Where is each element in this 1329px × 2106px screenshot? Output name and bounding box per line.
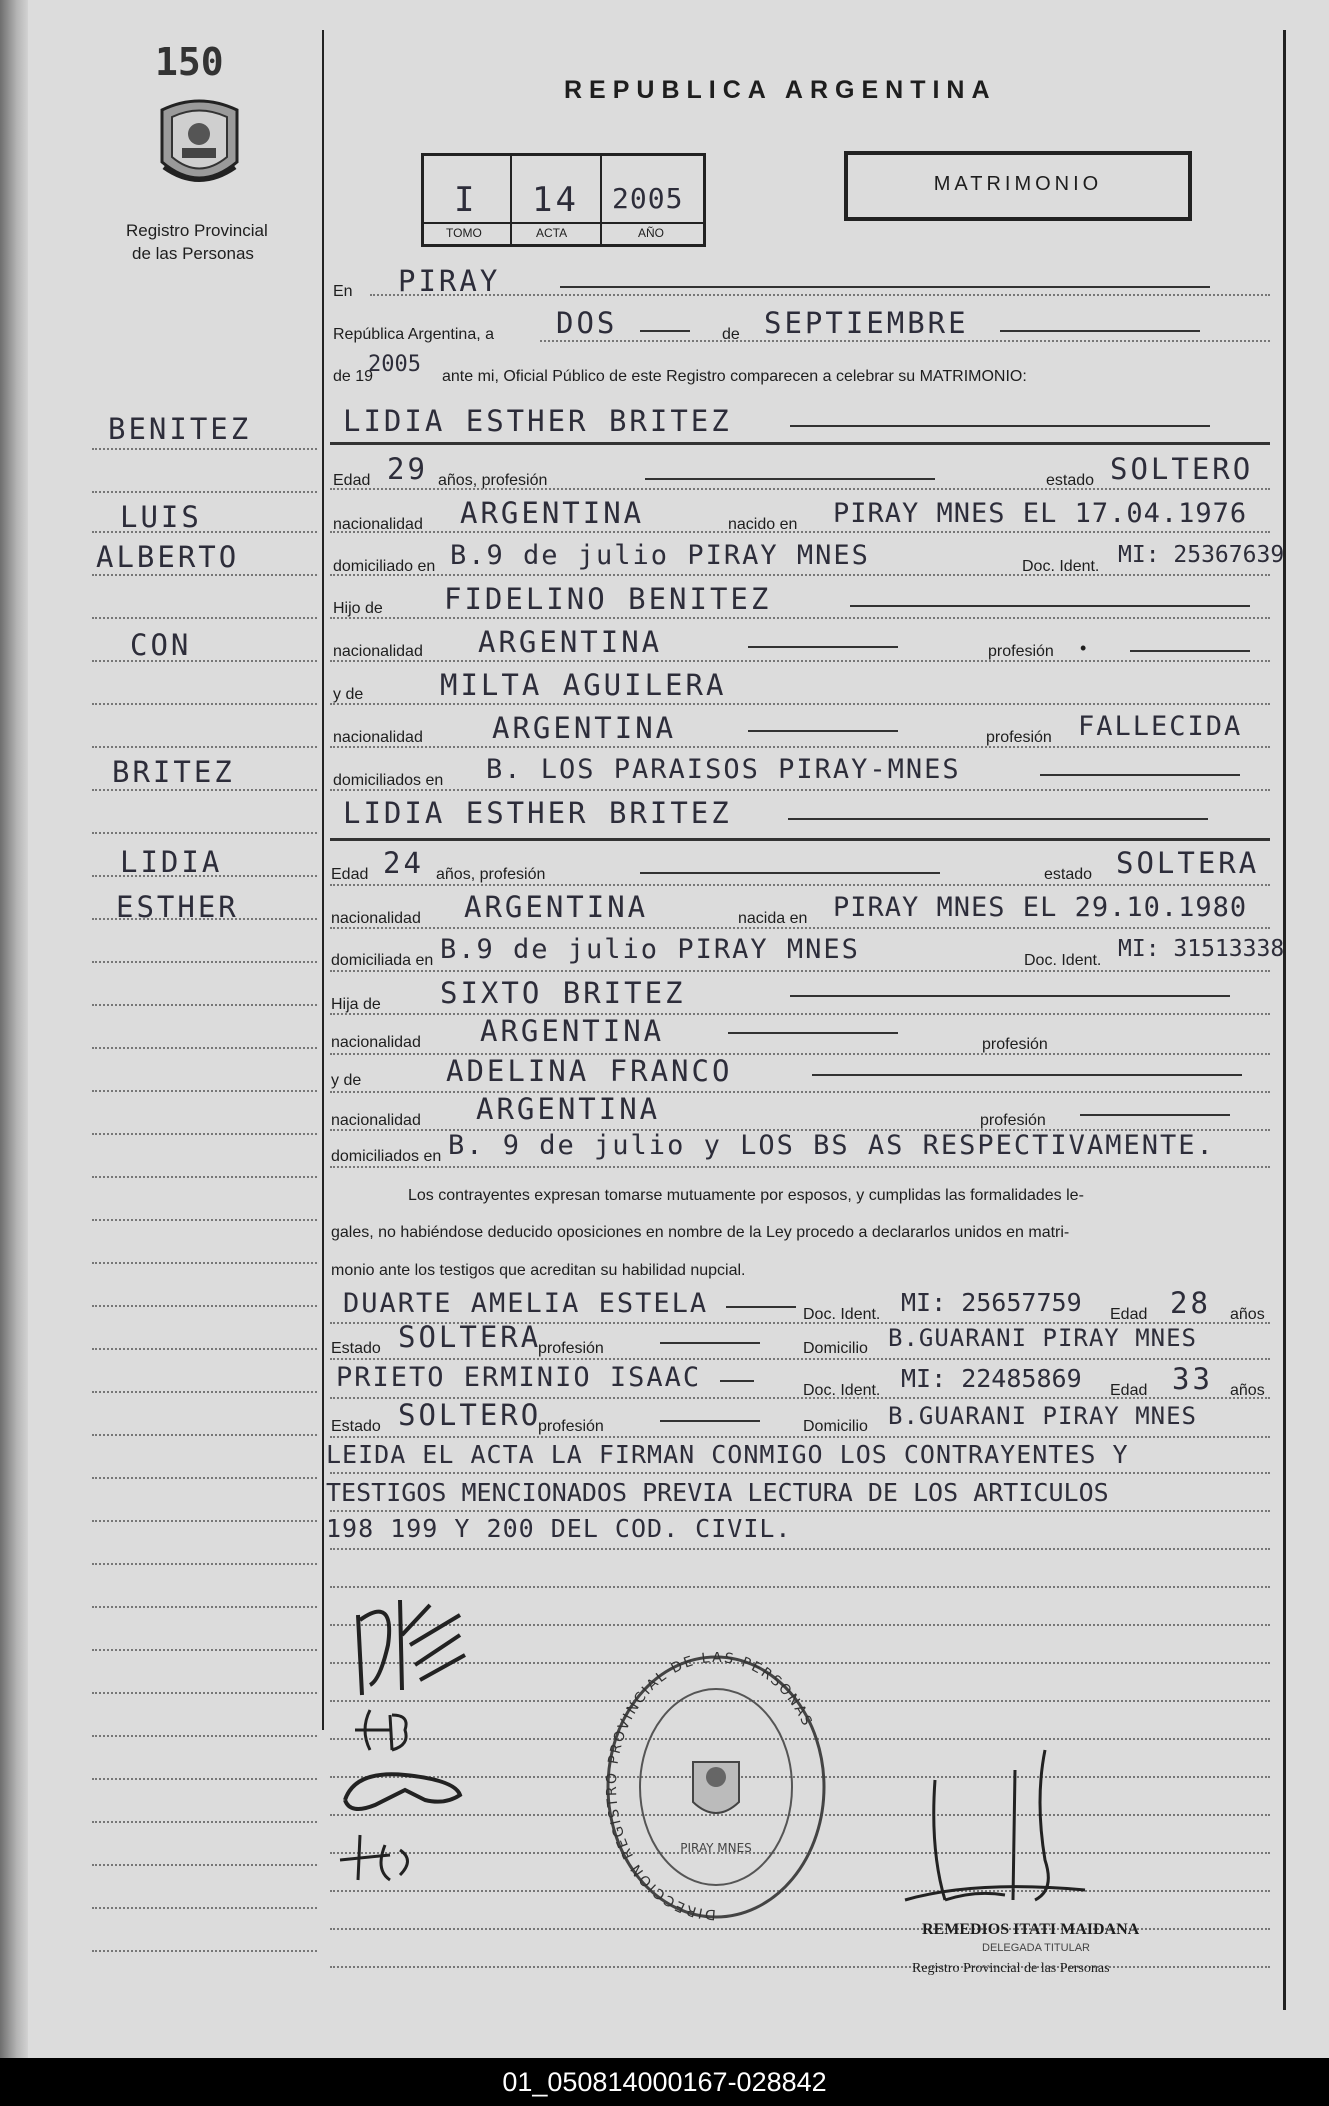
- margin-line: [92, 1434, 317, 1436]
- groom-nacionalidad: ARGENTINA: [460, 496, 645, 530]
- margin-line: [92, 1692, 317, 1694]
- de-label: de: [722, 326, 740, 343]
- witness-estado: SOLTERO: [398, 1398, 542, 1432]
- margin-line: [92, 1563, 317, 1565]
- groom-estado: SOLTERO: [1110, 452, 1254, 486]
- field-line: [330, 789, 1270, 791]
- registry-name-line2: de las Personas: [132, 244, 254, 263]
- margin-line: [92, 1176, 317, 1178]
- groom-domicilio: B.9 de julio PIRAY MNES: [450, 540, 870, 571]
- fill-dash: [812, 1074, 1242, 1076]
- declaration-line1: Los contrayentes expresan tomarse mutuamente por esposos, y cumplidas las formalidades le-: [408, 1187, 1084, 1204]
- fill-dash: [790, 425, 1210, 427]
- margin-line: [92, 1735, 317, 1737]
- margin-line: [92, 531, 317, 533]
- acta-value: 14: [532, 180, 579, 220]
- witness-domicilio: B.GUARANI PIRAY MNES: [888, 1324, 1197, 1352]
- margin-line: [92, 1004, 317, 1006]
- bride-age-suffix: años, profesión: [436, 866, 546, 883]
- book-binding: [0, 0, 28, 2058]
- field-line: [330, 1436, 1270, 1438]
- field-line: [330, 1091, 1270, 1093]
- margin-line: [92, 574, 317, 576]
- fill-dash: [850, 605, 1250, 607]
- field-line: [330, 1166, 1270, 1168]
- field-line: [330, 1013, 1270, 1015]
- groom-name-line: LIDIA ESTHER BRITEZ: [343, 404, 732, 438]
- year-written: 2005: [368, 352, 421, 377]
- statement: ante mi, Oficial Público de este Registro comparecen a celebrar su MATRIMONIO:: [442, 368, 1027, 385]
- margin-line: [92, 1348, 317, 1350]
- margin-note: CON: [130, 628, 192, 662]
- ano-label: AÑO: [638, 226, 665, 240]
- bride-doc-label: Doc. Ident.: [1024, 952, 1102, 969]
- section-rule: [330, 838, 1270, 841]
- groom-mother-nat: ARGENTINA: [492, 711, 677, 745]
- groom-father-prof: •: [1080, 638, 1087, 658]
- witness-doc-label: Doc. Ident.: [803, 1382, 881, 1399]
- declaration-line3: monio ante los testigos que acreditan su habilidad nupcial.: [331, 1262, 746, 1279]
- republica-label: República Argentina, a: [333, 326, 494, 343]
- stamp-text: DIRECCION REGISTRO PROVINCIAL DE LAS PERSONAS: [603, 1652, 816, 1922]
- fill-dash: [1080, 1114, 1230, 1116]
- field-line: [330, 574, 1270, 576]
- witness-doc-label: Doc. Ident.: [803, 1306, 881, 1323]
- fill-dash: [660, 1420, 760, 1422]
- margin-line: [92, 1477, 317, 1479]
- margin-line: [92, 961, 317, 963]
- bride-nacionalidad: ARGENTINA: [464, 890, 649, 924]
- bride-nacionalidad-label: nacionalidad: [331, 910, 421, 927]
- witness-estado-label: Estado: [331, 1418, 381, 1435]
- margin-line: [92, 1606, 317, 1608]
- place-value: PIRAY: [398, 264, 501, 298]
- tomo-value: I: [454, 180, 478, 220]
- witness-doc: MI: 22485869: [901, 1364, 1082, 1393]
- margin-line: [92, 1047, 317, 1049]
- witness-name: DUARTE AMELIA ESTELA: [343, 1288, 709, 1319]
- field-line: [330, 1510, 1270, 1512]
- groom-mother-nat-label: nacionalidad: [333, 729, 423, 746]
- bride-estado: SOLTERA: [1116, 846, 1260, 880]
- field-line: [370, 294, 1270, 296]
- official-signature: [895, 1740, 1145, 1920]
- margin-line: [92, 1090, 317, 1092]
- margin-note: ALBERTO: [96, 540, 240, 574]
- margin-line: [92, 491, 317, 493]
- margin-line: [92, 617, 317, 619]
- field-line: [330, 970, 1270, 972]
- signature-4: [330, 1830, 420, 1890]
- margin-line: [92, 660, 317, 662]
- margin-line: [92, 1907, 317, 1909]
- margin-line: [92, 1391, 317, 1393]
- margin-line: [92, 1262, 317, 1264]
- witness-edad-label: Edad: [1110, 1306, 1148, 1323]
- closing-note: 198 199 Y 200 DEL COD. CIVIL.: [326, 1514, 792, 1543]
- fill-dash: [560, 286, 1210, 288]
- margin-line: [92, 448, 317, 450]
- bride-doc: MI: 31513338: [1118, 936, 1285, 962]
- field-line: [330, 1548, 1270, 1550]
- bride-mother-prof-label: profesión: [980, 1112, 1046, 1129]
- witness-estado: SOLTERA: [398, 1320, 542, 1354]
- witness-dom-label: Domicilio: [803, 1418, 868, 1435]
- witness-anos-label: años: [1230, 1306, 1265, 1323]
- official-role: DELEGADA TITULAR: [982, 1942, 1090, 1954]
- fill-dash: [1040, 774, 1240, 776]
- field-line: [540, 340, 1270, 342]
- bride-edad-label: Edad: [331, 866, 369, 883]
- fill-dash: [1000, 330, 1200, 332]
- closing-note: LEIDA EL ACTA LA FIRMAN CONMIGO LOS CONTRAYENTES Y: [326, 1440, 1129, 1469]
- groom-father-prof-label: profesión: [988, 643, 1054, 660]
- margin-line: [92, 789, 317, 791]
- bride-parents-dom-label: domiciliados en: [331, 1148, 442, 1165]
- margin-rule: [322, 30, 324, 1730]
- groom-edad-label: Edad: [333, 472, 371, 489]
- bride-mother-nat-label: nacionalidad: [331, 1112, 421, 1129]
- groom-doc-label: Doc. Ident.: [1022, 558, 1100, 575]
- country-title: REPUBLICA ARGENTINA: [564, 76, 997, 104]
- margin-line: [92, 746, 317, 748]
- field-line: [330, 617, 1270, 619]
- stamp-place: PIRAY MNES: [680, 1841, 752, 1855]
- margin-line: [92, 1821, 317, 1823]
- acta-label: ACTA: [536, 226, 568, 240]
- groom-age: 29: [387, 452, 428, 486]
- ano-value: 2005: [612, 182, 684, 215]
- witness-name: PRIETO ERMINIO ISAAC: [336, 1362, 702, 1393]
- witness-dom-label: Domicilio: [803, 1340, 868, 1357]
- tomo-acta-ano-box: [421, 153, 706, 247]
- field-line: [330, 746, 1270, 748]
- groom-father: FIDELINO BENITEZ: [444, 582, 772, 616]
- act-type-box: [844, 151, 1192, 221]
- groom-mother-label: y de: [333, 686, 364, 703]
- official-office: Registro Provincial de las Personas: [912, 1961, 1110, 1976]
- page-number: 150: [155, 40, 224, 84]
- field-line: [330, 927, 1270, 929]
- bride-age: 24: [383, 846, 424, 880]
- fill-dash: [748, 730, 898, 732]
- day-value: DOS: [556, 306, 618, 340]
- groom-mother-prof: FALLECIDA: [1078, 711, 1243, 742]
- margin-line: [92, 1864, 317, 1866]
- tomo-label: TOMO: [446, 226, 482, 240]
- en-label: En: [333, 283, 353, 300]
- margin-line: [92, 832, 317, 834]
- fill-dash: [728, 1032, 898, 1034]
- bride-father-label: Hija de: [331, 996, 381, 1013]
- margin-line: [92, 1133, 317, 1135]
- margin-note: LIDIA: [120, 845, 223, 879]
- witness-edad-label: Edad: [1110, 1382, 1148, 1399]
- signature-2: [350, 1700, 430, 1760]
- margin-line: [92, 703, 317, 705]
- margin-line: [92, 1778, 317, 1780]
- fill-dash: [790, 995, 1230, 997]
- bride-mother: ADELINA FRANCO: [446, 1054, 733, 1088]
- bride-father-nat-label: nacionalidad: [331, 1034, 421, 1051]
- bride-father-prof-label: profesión: [982, 1036, 1048, 1053]
- groom-father-nat-label: nacionalidad: [333, 643, 423, 660]
- right-border: [1283, 30, 1286, 2010]
- margin-line: [92, 875, 317, 877]
- bride-parents-dom: B. 9 de julio y LOS BS AS RESPECTIVAMENTE.: [448, 1130, 1215, 1161]
- field-line: [330, 660, 1270, 662]
- signature-3: [335, 1760, 475, 1820]
- bride-mother-label: y de: [331, 1072, 362, 1089]
- margin-line: [92, 1950, 317, 1952]
- fill-dash: [640, 872, 940, 874]
- bride-estado-label: estado: [1044, 866, 1093, 883]
- margin-note: LUIS: [120, 500, 202, 534]
- bride-domicilio-label: domiciliada en: [331, 952, 434, 969]
- field-line: [330, 884, 1270, 886]
- groom-parents-dom-label: domiciliados en: [333, 772, 444, 789]
- groom-nacionalidad-label: nacionalidad: [333, 516, 423, 533]
- witness-anos-label: años: [1230, 1382, 1265, 1399]
- fill-dash: [1130, 650, 1250, 652]
- act-type-label: MATRIMONIO: [933, 173, 1103, 195]
- field-line: [330, 1358, 1270, 1360]
- groom-parents-dom: B. LOS PARAISOS PIRAY-MNES: [486, 754, 961, 785]
- field-line: [330, 703, 1270, 705]
- groom-father-nat: ARGENTINA: [478, 625, 663, 659]
- margin-note: BRITEZ: [112, 755, 235, 789]
- section-rule: [330, 442, 1270, 445]
- margin-line: [92, 1219, 317, 1221]
- fill-dash: [660, 1342, 760, 1344]
- groom-mother-prof-label: profesión: [986, 729, 1052, 746]
- groom-estado-label: estado: [1046, 472, 1095, 489]
- field-line: [330, 531, 1270, 533]
- margin-line: [92, 1305, 317, 1307]
- margin-line: [92, 1520, 317, 1522]
- bride-nacida-label: nacida en: [738, 910, 808, 927]
- registry-name-line1: Registro Provincial: [126, 221, 268, 240]
- margin-note: BENITEZ: [108, 412, 252, 446]
- groom-father-label: Hijo de: [333, 600, 383, 617]
- image-reference: 01_050814000167-028842: [0, 2058, 1329, 2106]
- fill-dash: [645, 478, 935, 480]
- margin-line: [92, 918, 317, 920]
- closing-note: TESTIGOS MENCIONADOS PREVIA LECTURA DE LOS ARTICULOS: [326, 1478, 1109, 1507]
- fill-dash: [640, 330, 690, 332]
- fill-dash: [720, 1380, 754, 1382]
- witness-domicilio: B.GUARANI PIRAY MNES: [888, 1402, 1197, 1430]
- signature-1: [340, 1585, 480, 1705]
- margin-line: [92, 1649, 317, 1651]
- bride-father: SIXTO BRITEZ: [440, 976, 686, 1010]
- witness-prof-label: profesión: [538, 1418, 604, 1435]
- field-line: [330, 1472, 1270, 1474]
- bride-birth: PIRAY MNES EL 29.10.1980: [833, 892, 1248, 923]
- bride-domicilio: B.9 de julio PIRAY MNES: [440, 934, 860, 965]
- groom-doc: MI: 25367639: [1118, 542, 1285, 568]
- bride-name-line: LIDIA ESTHER BRITEZ: [343, 796, 732, 830]
- month-value: SEPTIEMBRE: [764, 306, 969, 340]
- fill-dash: [788, 818, 1208, 820]
- fill-dash: [726, 1306, 796, 1308]
- witness-doc: MI: 25657759: [901, 1288, 1082, 1317]
- registry-seal: [152, 92, 247, 197]
- witness-estado-label: Estado: [331, 1340, 381, 1357]
- groom-birth: PIRAY MNES EL 17.04.1976: [833, 498, 1248, 529]
- official-stamp: [603, 1652, 829, 1922]
- witness-age: 33: [1172, 1362, 1213, 1396]
- witness-prof-label: profesión: [538, 1340, 604, 1357]
- groom-nacido-label: nacido en: [728, 516, 798, 533]
- fill-dash: [748, 646, 898, 648]
- groom-domicilio-label: domiciliado en: [333, 558, 436, 575]
- margin-note: ESTHER: [116, 890, 239, 924]
- field-line: [330, 488, 1270, 490]
- field-line: [330, 1966, 1270, 1968]
- official-name: REMEDIOS ITATI MAIDANA: [922, 1921, 1140, 1938]
- declaration-line2: gales, no habiéndose deducido oposiciones en nombre de la Ley procedo a declararlos unidos en matri-: [331, 1224, 1070, 1241]
- bride-father-nat: ARGENTINA: [480, 1014, 665, 1048]
- year-prefix: de 19: [333, 368, 374, 385]
- groom-age-suffix: años, profesión: [438, 472, 548, 489]
- bride-mother-nat: ARGENTINA: [476, 1092, 661, 1126]
- witness-age: 28: [1170, 1286, 1211, 1320]
- groom-mother: MILTA AGUILERA: [440, 668, 727, 702]
